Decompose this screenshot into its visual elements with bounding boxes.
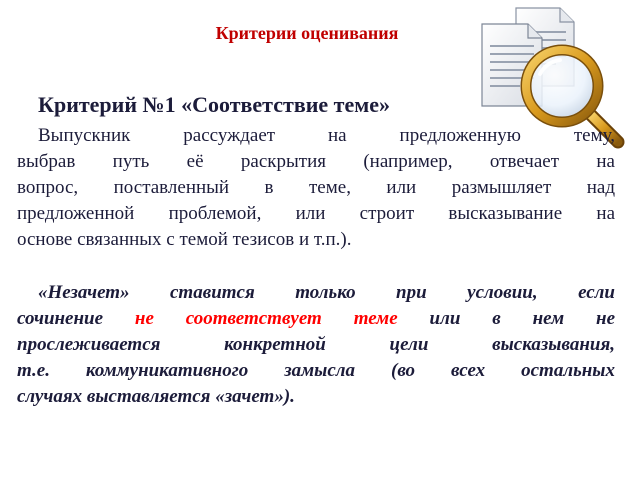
description-line: Выпускник рассуждает на предложенную тему, [38,125,615,146]
fail-condition-line: т.е. коммуникативного замысла (во всех остальных [17,360,615,381]
description-line: вопрос, поставленный в теме, или размышляет над [17,177,615,198]
fail-condition-line: случаях выставляется «зачет»). [17,386,295,407]
fail-condition-line [17,306,615,332]
fail-condition-line: прослеживается конкретной цели высказывания, [17,334,615,355]
highlight-not-matching-topic: не соответствует теме [134,308,398,329]
criterion-description [17,123,615,253]
fail-condition-line: «Незачет» ставится только при условии, если [38,282,615,303]
description-line: основе связанных с темой тезисов и т.п.). [17,229,352,250]
slide-title: Критерии оценивания [215,23,399,43]
description-line: предложенной проблемой, или строит высказывание на [17,203,615,224]
criterion-heading: Критерий №1 «Соответствие теме» [38,92,390,117]
magnifier-lens [526,50,598,122]
fail-condition [17,280,615,410]
fail-condition-text: или в нем не [429,308,615,329]
description-line: выбрав путь её раскрытия (например, отвечает на [17,151,615,172]
fail-condition-text: сочинение [17,308,104,329]
